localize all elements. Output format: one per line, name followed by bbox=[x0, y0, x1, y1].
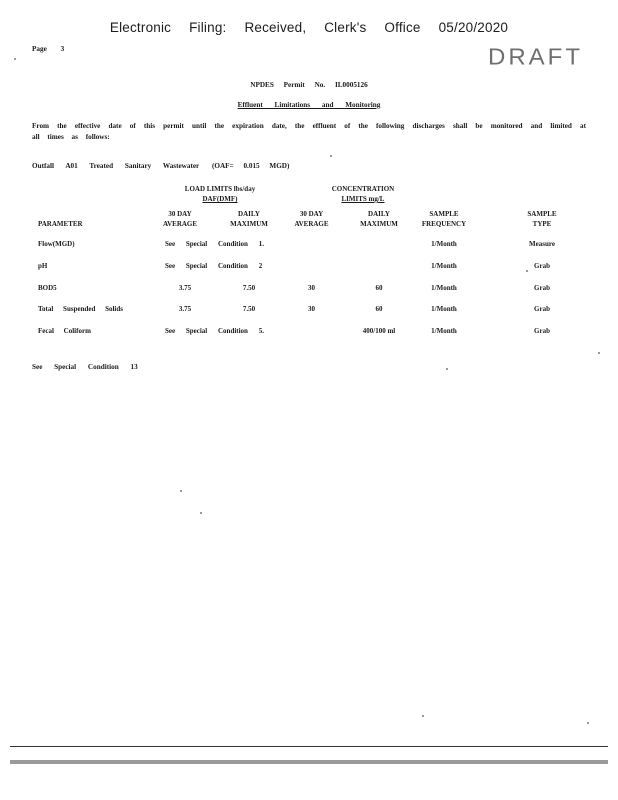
row-ph-parameter: pH bbox=[38, 262, 48, 270]
scan-speck bbox=[330, 155, 332, 157]
scan-speck bbox=[422, 715, 424, 717]
row-bod-conc-avg: 30 bbox=[308, 284, 315, 292]
row-bod-type: Grab bbox=[534, 284, 550, 292]
row-bod-conc-max: 60 bbox=[375, 284, 383, 292]
concentration-sub: LIMITS mg/L bbox=[341, 195, 385, 203]
footer-scan-band bbox=[10, 760, 608, 764]
column-load-maximum-label: MAXIMUM bbox=[230, 220, 268, 228]
draft-watermark: DRAFT bbox=[488, 44, 583, 71]
column-conc-average-label: AVERAGE bbox=[294, 220, 329, 228]
column-conc-maximum-label: MAXIMUM bbox=[360, 220, 398, 228]
row-flow-frequency: 1/Month bbox=[431, 240, 457, 248]
filing-banner: Electronic Filing: Received, Clerk's Office 05/20/2020 bbox=[109, 20, 509, 35]
column-type-sample-label: SAMPLE bbox=[527, 210, 557, 218]
column-frequency-label: FREQUENCY bbox=[421, 220, 467, 228]
row-tss-load-avg: 3.75 bbox=[178, 305, 192, 313]
load-limits-sub: DAF(DMF) bbox=[202, 195, 238, 203]
footnote: See Special Condition 13 bbox=[32, 363, 138, 371]
footer-rule bbox=[10, 746, 608, 747]
row-bod-parameter: BOD5 bbox=[38, 284, 57, 292]
row-flow-type: Measure bbox=[529, 240, 555, 248]
column-sample-type bbox=[510, 209, 574, 229]
column-load-daily-label: DAILY bbox=[238, 210, 260, 218]
row-fecal-conc-max: 400/100 ml bbox=[362, 327, 396, 335]
concentration-title: CONCENTRATION bbox=[331, 185, 395, 193]
scan-speck bbox=[526, 270, 528, 272]
column-conc-30day-avg bbox=[284, 209, 339, 229]
scan-speck bbox=[180, 490, 182, 492]
row-bod-load-max: 7.50 bbox=[242, 284, 256, 292]
column-sample-frequency bbox=[412, 209, 476, 229]
row-ph-type: Grab bbox=[534, 262, 550, 270]
row-fecal-condition: See Special Condition 5. bbox=[165, 327, 264, 335]
column-conc-30day-label: 30 DAY bbox=[299, 210, 324, 218]
row-tss-frequency: 1/Month bbox=[431, 305, 457, 313]
scan-speck bbox=[14, 58, 16, 60]
row-ph-frequency: 1/Month bbox=[431, 262, 457, 270]
column-parameter: PARAMETER bbox=[38, 220, 83, 228]
row-tss-conc-max: 60 bbox=[375, 305, 383, 313]
row-flow-parameter: Flow(MGD) bbox=[38, 240, 75, 248]
scan-speck bbox=[587, 722, 589, 724]
column-load-daily-max bbox=[214, 209, 284, 229]
column-load-30day-label: 30 DAY bbox=[168, 210, 192, 218]
row-fecal-type: Grab bbox=[534, 327, 550, 335]
page-number: Page 3 bbox=[32, 45, 65, 53]
column-load-average-label: AVERAGE bbox=[162, 220, 198, 228]
row-tss-parameter: Total Suspended Solids bbox=[38, 305, 123, 313]
column-conc-daily-max bbox=[344, 209, 414, 229]
intro-paragraph: From the effective date of this permit until the expiration date, the effluent of the following discharges shall be monitored and limited at all times as follows: bbox=[32, 122, 586, 141]
scan-speck bbox=[446, 368, 448, 370]
row-flow-condition: See Special Condition 1. bbox=[165, 240, 264, 248]
row-tss-conc-avg: 30 bbox=[308, 305, 315, 313]
column-conc-daily-label: DAILY bbox=[368, 210, 390, 218]
row-tss-load-max: 7.50 bbox=[242, 305, 256, 313]
row-fecal-frequency: 1/Month bbox=[431, 327, 457, 335]
permit-number: NPDES Permit No. IL0005126 bbox=[250, 81, 368, 89]
scan-speck bbox=[200, 512, 202, 514]
concentration-header bbox=[298, 184, 428, 204]
row-fecal-parameter: Fecal Coliform bbox=[38, 327, 91, 335]
row-tss-type: Grab bbox=[534, 305, 550, 313]
row-bod-frequency: 1/Month bbox=[431, 284, 457, 292]
row-bod-load-avg: 3.75 bbox=[178, 284, 192, 292]
outfall-label: Outfall A01 Treated Sanitary Wastewater bbox=[32, 162, 200, 170]
scan-speck bbox=[598, 352, 600, 354]
outfall-flow: (OAF= 0.015 MGD) bbox=[212, 162, 290, 170]
row-ph-condition: See Special Condition 2 bbox=[165, 262, 263, 270]
column-frequency-sample-label: SAMPLE bbox=[429, 210, 459, 218]
column-load-30day-avg bbox=[150, 209, 210, 229]
load-limits-title: LOAD LIMITS lbs/day bbox=[184, 185, 256, 193]
section-title: Effluent Limitations and Monitoring bbox=[237, 101, 381, 109]
column-type-label: TYPE bbox=[532, 220, 552, 228]
load-limits-header bbox=[160, 184, 280, 204]
